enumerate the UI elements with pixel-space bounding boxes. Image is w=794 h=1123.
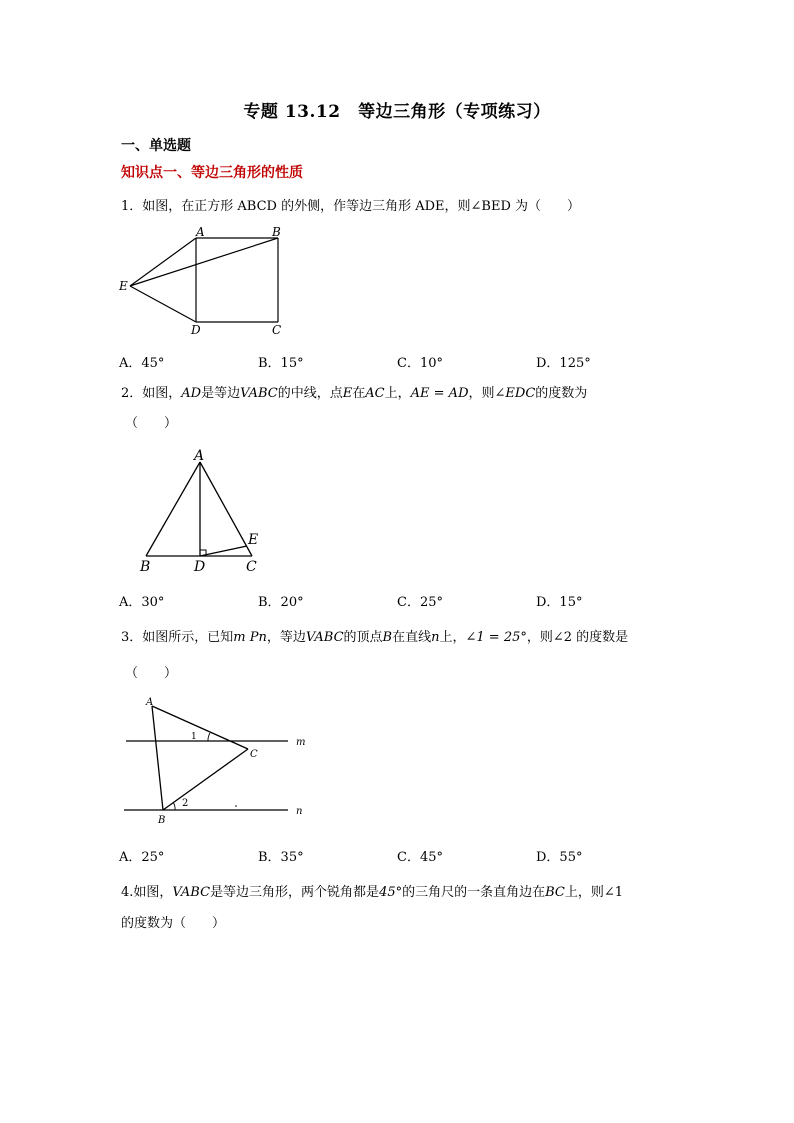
q2-label-E: E — [248, 532, 259, 548]
page-title: 专题 13.12 等边三角形（专项练习） — [243, 102, 551, 122]
q3-label-angle-1: 1 — [191, 732, 197, 742]
q1-option-a[interactable]: A．45° — [119, 356, 165, 371]
q3-option-d[interactable]: D．55° — [536, 850, 583, 865]
q3-label-n: n — [296, 806, 303, 817]
q1-label-B: B — [272, 225, 281, 239]
q2-label-C: C — [246, 559, 257, 574]
q2-option-d[interactable]: D．15° — [536, 595, 583, 610]
section-heading: 一、单选题 — [121, 138, 191, 154]
question-2-figure — [134, 444, 270, 574]
q2-option-c[interactable]: C．25° — [397, 595, 443, 610]
question-2-text: 2．如图，AD是等边VABC的中线，点E在AC上，AE = AD，则∠EDC的度数为 — [121, 386, 588, 401]
q1-option-d[interactable]: D．125° — [536, 356, 591, 371]
question-3-text: 3．如图所示，已知m Pn，等边VABC的顶点B在直线n上，∠1 = 25°，则∠2 的度数是 — [121, 630, 629, 645]
question-1-text: 1．如图，在正方形 ABCD 的外侧，作等边三角形 ADE，则∠BED 为（ ） — [121, 199, 581, 214]
q1-label-C: C — [272, 323, 282, 337]
q1-label-D: D — [191, 323, 201, 337]
q1-label-E: E — [119, 279, 128, 293]
q3-option-a[interactable]: A．25° — [119, 850, 165, 865]
q3-label-m: m — [296, 737, 306, 748]
q2-label-D: D — [194, 559, 206, 574]
question-1-figure — [118, 224, 290, 340]
question-2-paren: （ ） — [125, 416, 178, 431]
question-3-figure — [118, 694, 318, 826]
q3-label-B: B — [158, 815, 166, 826]
q3-label-A: A — [146, 697, 154, 708]
question-4-text-line2: 的度数为（ ） — [121, 916, 226, 931]
q2-label-B: B — [140, 559, 151, 574]
q2-option-b[interactable]: B．20° — [258, 595, 304, 610]
knowledge-point-heading: 知识点一、等边三角形的性质 — [121, 165, 303, 181]
question-3-paren: （ ） — [125, 666, 178, 681]
q2-option-a[interactable]: A．30° — [119, 595, 165, 610]
q1-option-c[interactable]: C．10° — [397, 356, 443, 371]
q1-option-b[interactable]: B．15° — [258, 356, 304, 371]
q1-label-A: A — [196, 225, 205, 239]
question-4-text: 4.如图，VABC是等边三角形，两个锐角都是45°的三角尺的一条直角边在BC上，则∠1 — [121, 885, 624, 900]
q3-label-C: C — [250, 749, 258, 760]
q2-label-A: A — [194, 448, 205, 464]
q3-option-c[interactable]: C．45° — [397, 850, 443, 865]
q3-label-angle-2: 2 — [182, 798, 189, 809]
q3-option-b[interactable]: B．35° — [258, 850, 304, 865]
